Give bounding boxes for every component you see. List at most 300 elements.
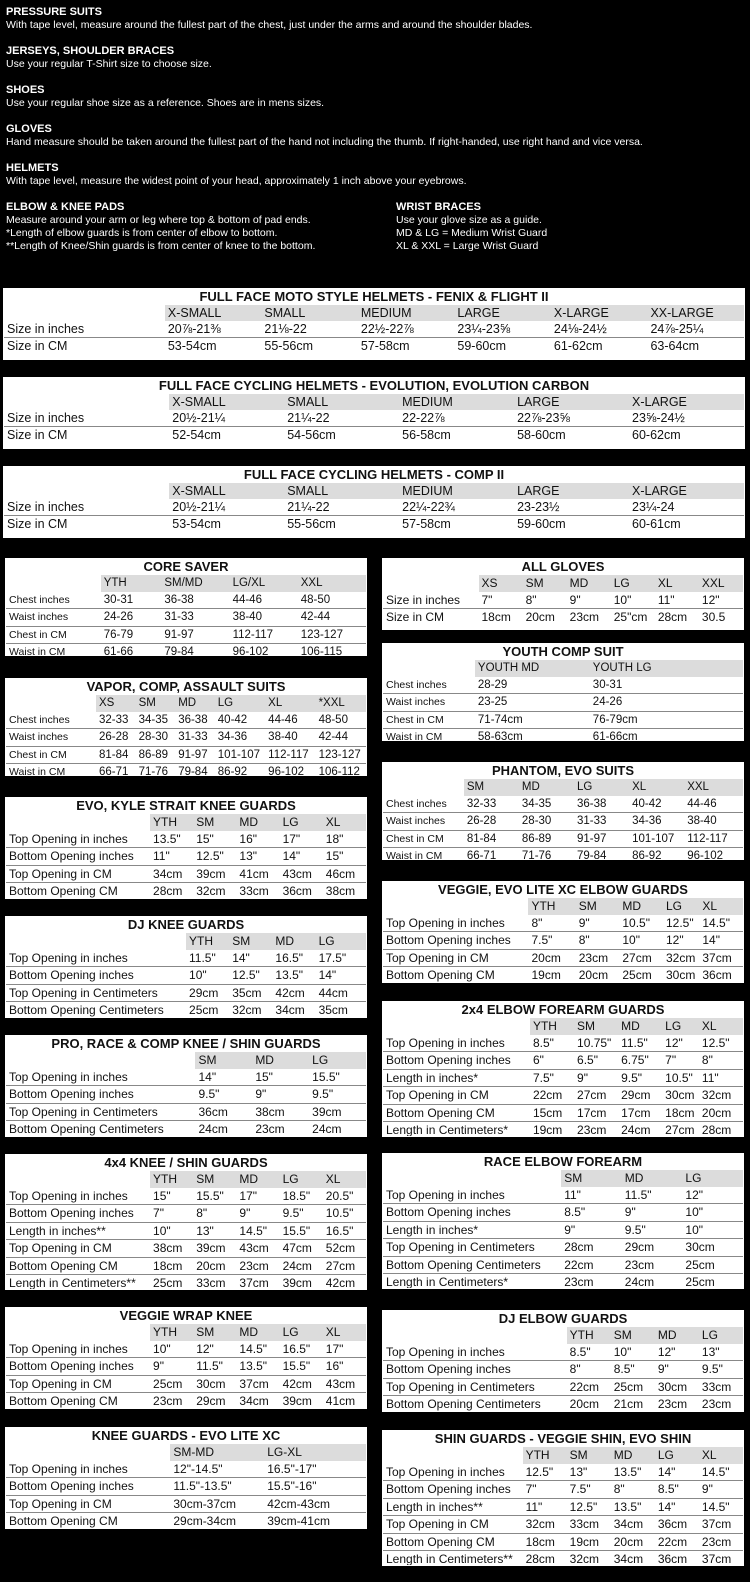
table-cell: 30-31: [103, 593, 134, 606]
table-cell: 32cm: [523, 1516, 567, 1534]
fenix-size-table: [3, 288, 745, 360]
table-cell: 36-38: [178, 713, 208, 726]
table-cell: 20cm: [611, 1533, 655, 1551]
table-cell: 22¼-22¾: [402, 500, 455, 514]
size-column-header: SM-MD: [170, 1444, 264, 1461]
table-cell: 28-30: [519, 813, 574, 831]
table-cell: 36cm: [655, 1516, 699, 1534]
size-column-header: MEDIUM: [358, 305, 455, 321]
table-row: [6, 1513, 366, 1530]
table-cell: 23¼-24: [632, 500, 675, 514]
column-header-row: [6, 1171, 366, 1188]
table-cell: 96-102: [684, 848, 743, 861]
header-blank-cell: [383, 575, 479, 592]
table-cell: 11": [523, 1498, 567, 1516]
row-label: Top Opening in inches: [386, 1187, 505, 1202]
table-cell: 10": [619, 932, 663, 950]
table-cell: 32-33: [99, 713, 129, 726]
table-cell: 8.5": [611, 1361, 655, 1379]
table-row: [6, 644, 366, 657]
row-label: Top Opening in CM: [6, 1495, 170, 1513]
table-cell: 10.5": [622, 915, 650, 930]
table-row: [383, 949, 743, 967]
table-cell: 23cm: [576, 949, 620, 967]
table-cell: 12.5": [665, 915, 694, 930]
table-cell: 16": [239, 831, 257, 846]
table-cell: 31-33: [574, 813, 629, 831]
table-cell: 24⅞-25¼: [650, 322, 704, 336]
table-cell: 53-54cm: [169, 516, 284, 533]
table-cell: 12.5": [567, 1498, 611, 1516]
table-cell: 13.5": [613, 1464, 642, 1479]
table-cell: 27cm: [574, 1087, 618, 1105]
table-row: [383, 1239, 743, 1257]
table-cell: 79-84: [161, 644, 229, 657]
sizing-instructions: [6, 6, 746, 266]
row-label: Length in Centimeters**: [383, 1551, 523, 1567]
size-column-header: YTH: [530, 1018, 574, 1035]
table-row: [383, 932, 743, 950]
table-cell: 59-60cm: [514, 516, 629, 533]
size-column-header: MD: [618, 1018, 662, 1035]
size-column-header: XL: [265, 695, 315, 712]
table-cell: 11.5": [193, 1358, 236, 1376]
youthcomp-size-table: [382, 643, 744, 741]
row-label: Bottom Opening Centimeters: [6, 1002, 186, 1019]
table-cell: 15": [196, 831, 214, 846]
size-column-header: LG: [574, 779, 629, 796]
header-blank-cell: [6, 695, 96, 712]
table-cell: 17cm: [574, 1104, 618, 1122]
table-cell: 43cm: [323, 1375, 366, 1393]
table-cell: 16": [323, 1358, 366, 1376]
size-column-header: LARGE: [514, 394, 629, 410]
table-row: [6, 1222, 366, 1240]
header-blank-cell: [383, 1018, 530, 1035]
header-blank-cell: [6, 1171, 150, 1188]
size-column-header: LG: [215, 695, 265, 712]
table-cell: 38-40: [265, 729, 315, 747]
table-title: SHIN GUARDS - VEGGIE SHIN, EVO SHIN: [434, 1431, 692, 1446]
header-blank-cell: [6, 1324, 150, 1341]
table-row: [6, 1495, 366, 1513]
table-row: [383, 1344, 743, 1361]
table-cell: 16.5"-17": [267, 1461, 317, 1476]
table-cell: 11.5": [624, 1187, 652, 1202]
row-label: Waist inches: [6, 609, 101, 627]
table-row: [383, 1187, 743, 1204]
row-label: Size in CM: [4, 338, 165, 355]
table-cell: 7": [662, 1052, 699, 1070]
section-text: Use your regular T-Shirt size to choose size.: [6, 58, 212, 70]
row-label: Bottom Opening CM: [6, 1257, 150, 1275]
size-column-header: YTH: [528, 898, 575, 915]
size-column-header: X-LARGE: [551, 305, 648, 321]
table-cell: 39cm: [280, 1393, 323, 1410]
table-cell: 24-26: [590, 694, 743, 712]
table-cell: 13": [236, 848, 279, 866]
table-cell: 15.5": [280, 1358, 323, 1376]
size-column-header: SM/MD: [161, 575, 229, 592]
size-column-header: MEDIUM: [399, 483, 514, 499]
djknee-size-table: [5, 916, 367, 1018]
section-title: WRIST BRACES: [396, 201, 481, 213]
table-cell: 8.5": [655, 1481, 699, 1499]
table-cell: 96-102: [230, 644, 298, 657]
size-column-header: LG: [699, 1327, 743, 1344]
column-header-row: [4, 305, 744, 321]
table-cell: 12": [657, 1344, 676, 1359]
column-header-row: [6, 1052, 366, 1069]
pads-wrist-row: [6, 201, 746, 266]
column-header-row: [6, 575, 366, 592]
size-column-header: LG: [682, 1170, 743, 1187]
table-cell: 25cm: [150, 1375, 193, 1393]
table-cell: 31-33: [161, 609, 229, 627]
size-column-header: LG: [280, 814, 323, 831]
table-cell: 13": [569, 1464, 588, 1479]
row-label: Length in inches*: [383, 1221, 561, 1239]
table-cell: 60-61cm: [629, 516, 744, 533]
table-cell: 9": [252, 1086, 309, 1104]
section-text: Use your regular shoe size as a reference. Shoes are in mens sizes.: [6, 97, 325, 109]
row-label: Length in inches**: [6, 1222, 150, 1240]
size-column-header: LG/XL: [230, 575, 298, 592]
size-column-header: MD: [272, 933, 315, 950]
row-label: Bottom Opening inches: [383, 1481, 523, 1499]
table-cell: 37cm: [699, 949, 743, 967]
size-column-header: LG: [280, 1324, 323, 1341]
size-column-header: X-SMALL: [165, 305, 262, 321]
table-row: [383, 1396, 743, 1413]
table-cell: 23-25: [475, 694, 590, 712]
table-cell: 41cm: [236, 865, 279, 883]
section-title: GLOVES: [6, 123, 52, 135]
table-cell: 58-63cm: [475, 729, 590, 742]
table-cell: 34cm: [272, 1002, 315, 1019]
table-cell: 24cm: [195, 1121, 252, 1138]
table-cell: 28-29: [477, 678, 508, 691]
elbow-knee-pads-section: [6, 201, 396, 253]
table-cell: 91-97: [175, 746, 215, 764]
table-cell: 52-54cm: [169, 427, 284, 444]
size-column-header: MD: [519, 779, 574, 796]
table-cell: 20cm: [523, 609, 567, 626]
row-label: Size in CM: [4, 516, 169, 533]
table-cell: 18cm: [662, 1104, 699, 1122]
table-cell: 34-36: [629, 813, 684, 831]
table-cell: 10.75": [577, 1035, 612, 1050]
table-cell: 24cm: [309, 1121, 366, 1138]
table-title: PRO, RACE & COMP KNEE / SHIN GUARDS: [51, 1036, 321, 1051]
table-cell: 12": [685, 1187, 703, 1202]
table-row: [6, 1478, 366, 1496]
row-label: Bottom Opening Centimeters: [383, 1256, 561, 1274]
row-label: Waist inches: [6, 729, 96, 747]
size-column-header: LARGE: [514, 483, 629, 499]
table-cell: 9": [150, 1358, 193, 1376]
table-cell: 28cm: [699, 1122, 743, 1138]
table-cell: 36cm: [699, 967, 743, 984]
table-row: [6, 1358, 366, 1376]
size-column-header: SM: [229, 933, 272, 950]
table-cell: 15cm: [530, 1104, 574, 1122]
table-cell: 14.5": [699, 1498, 743, 1516]
size-column-header: LG: [309, 1052, 366, 1069]
size-column-header: YOUTH MD: [475, 660, 590, 677]
row-label: Bottom Opening CM: [383, 967, 528, 984]
table-cell: 24-26: [101, 609, 162, 627]
table-title: PHANTOM, EVO SUITS: [491, 763, 635, 778]
table-cell: 8": [525, 592, 537, 607]
table-cell: 59-60cm: [454, 338, 551, 355]
section-text: **Length of Knee/Shin guards is from center of knee to the bottom.: [6, 240, 316, 252]
section-text: Measure around your arm or leg where top & bottom of pad ends.: [6, 214, 311, 226]
table-row: [6, 729, 366, 747]
size-column-header: SMALL: [284, 394, 399, 410]
row-label: Top Opening in inches: [9, 831, 128, 846]
table-cell: 29cm-34cm: [170, 1513, 264, 1530]
row-label: Size in inches: [7, 322, 85, 336]
table-row: [383, 1533, 743, 1551]
table-row: [6, 1341, 366, 1358]
row-label: Top Opening in Centimeters: [383, 1239, 561, 1257]
section-title: ELBOW & KNEE PADS: [6, 201, 125, 213]
row-label: Bottom Opening inches: [383, 1204, 561, 1222]
table-cell: 23cm: [699, 1533, 743, 1551]
table-cell: 31-33: [175, 729, 215, 747]
table-cell: 15.5": [280, 1222, 323, 1240]
row-label: Size in CM: [4, 427, 169, 444]
size-column-header: YTH: [101, 575, 162, 592]
table-cell: 10.5": [662, 1069, 699, 1087]
table-cell: 23cm: [252, 1121, 309, 1138]
table-cell: 9": [574, 1069, 618, 1087]
table-cell: 12": [196, 1341, 214, 1356]
table-cell: 33cm: [193, 1275, 236, 1291]
size-column-header: SM: [523, 575, 567, 592]
row-label: Bottom Opening CM: [383, 1104, 530, 1122]
table-cell: 23cm: [574, 1122, 618, 1138]
table-row: [4, 499, 744, 516]
table-cell: 30cm: [682, 1239, 743, 1257]
section-text: With tape level, measure the widest point of your head, approximately 1 inch above your eyebrows.: [6, 175, 467, 187]
veggiewrap-size-table: [5, 1307, 367, 1409]
table-cell: 44-46: [268, 713, 298, 726]
table-cell: 24cm: [622, 1274, 683, 1290]
table-cell: 16.5": [282, 1341, 311, 1356]
header-blank-cell: [383, 898, 528, 915]
table-cell: 9": [561, 1221, 622, 1239]
table-cell: 11": [150, 848, 193, 866]
table-cell: 9.5": [622, 1221, 683, 1239]
size-column-header: MD: [619, 898, 663, 915]
size-column-header: LG: [280, 1171, 323, 1188]
table-title: RACE ELBOW FOREARM: [483, 1154, 643, 1169]
row-label: Bottom Opening CM: [6, 1393, 150, 1410]
section-title: HELMETS: [6, 162, 59, 174]
row-label: Chest inches: [386, 797, 447, 810]
table-cell: 28cm: [655, 609, 699, 626]
size-column-header: YOUTH LG: [590, 660, 743, 677]
size-column-header: X-SMALL: [169, 483, 284, 499]
row-label: Bottom Opening inches: [383, 1361, 567, 1379]
header-blank-cell: [6, 575, 101, 592]
table-cell: 13.5": [153, 831, 181, 846]
table-cell: 39cm: [280, 1275, 323, 1291]
table-cell: 23cm: [567, 609, 611, 626]
row-label: Waist in CM: [6, 644, 101, 657]
row-label: Top Opening in CM: [6, 1240, 150, 1258]
row-label: Top Opening in inches: [386, 1035, 505, 1050]
table-row: [383, 729, 743, 742]
table-cell: 12.5": [229, 967, 272, 985]
table-cell: 112-117: [684, 830, 743, 848]
table-cell: 10": [186, 967, 229, 985]
column-header-row: [383, 1327, 743, 1344]
table-row: [6, 626, 366, 644]
table-cell: 58-60cm: [514, 427, 629, 444]
table-cell: 48-50: [318, 713, 348, 726]
header-blank-cell: [383, 1327, 567, 1344]
row-label: Bottom Opening CM: [383, 1533, 523, 1551]
table-title: YOUTH COMP SUIT: [502, 644, 624, 659]
header-blank-cell: [6, 1052, 195, 1069]
row-label: Length in inches*: [383, 1069, 530, 1087]
table-cell: 34-35: [138, 713, 169, 726]
section-text: XL & XXL = Large Wrist Guard: [396, 240, 539, 252]
table-row: [6, 1002, 366, 1019]
table-title: FULL FACE CYCLING HELMETS - COMP II: [243, 467, 505, 482]
evolitexc-size-table: [5, 1427, 367, 1529]
table-cell: 15": [323, 848, 366, 866]
table-row: [6, 1461, 366, 1478]
table-row: [4, 338, 744, 355]
section-text: *Length of elbow guards is from center of elbow to bottom.: [6, 227, 278, 239]
table-cell: 61-62cm: [551, 338, 648, 355]
table-cell: 96-102: [265, 764, 315, 777]
table-row: [6, 1257, 366, 1275]
size-column-header: XS: [479, 575, 523, 592]
table-cell: 71-76: [519, 848, 574, 861]
size-column-header: MD: [622, 1170, 683, 1187]
table-cell: 12.5": [193, 848, 236, 866]
table-cell: 18.5": [282, 1188, 311, 1203]
size-column-header: XXL: [699, 575, 743, 592]
table-cell: 18cm: [523, 1533, 567, 1551]
table-cell: 53-54cm: [165, 338, 262, 355]
column-header-row: [383, 575, 743, 592]
column-header-row: [383, 1018, 743, 1035]
table-cell: 36cm: [655, 1551, 699, 1567]
table-cell: 25cm: [611, 1378, 655, 1396]
table-cell: 48-50: [300, 593, 331, 606]
table-row: [6, 1188, 366, 1205]
table-cell: 8": [531, 915, 543, 930]
table-row: [383, 1122, 743, 1138]
table-row: [383, 1361, 743, 1379]
table-cell: 86-89: [136, 746, 176, 764]
table-title: FULL FACE CYCLING HELMETS - EVOLUTION, EVOLUTION CARBON: [158, 378, 590, 393]
table-cell: 47cm: [280, 1240, 323, 1258]
size-column-header: X-LARGE: [629, 394, 744, 410]
veggieelbow-size-table: [382, 881, 744, 983]
table-cell: 123-127: [298, 626, 366, 644]
table-cell: 8.5": [532, 1035, 554, 1050]
table-cell: 6.75": [618, 1052, 662, 1070]
section-title: PRESSURE SUITS: [6, 6, 102, 18]
row-label: Top Opening in CM: [383, 1516, 523, 1534]
row-label: Bottom Opening inches: [6, 1086, 195, 1104]
table-cell: 32cm: [663, 949, 699, 967]
table-cell: 57-58cm: [358, 338, 455, 355]
table-cell: 43cm: [236, 1240, 279, 1258]
table-cell: 79-84: [175, 764, 215, 777]
table-cell: 23cm: [561, 1274, 622, 1290]
phantom-size-table: [382, 762, 744, 860]
table-cell: 7.5": [567, 1481, 611, 1499]
table-cell: 23cm: [150, 1393, 193, 1410]
table-cell: 14": [655, 1498, 699, 1516]
table-cell: 7": [150, 1205, 193, 1223]
column-header-row: [6, 933, 366, 950]
table-cell: 20cm: [193, 1257, 236, 1275]
table-row: [383, 1087, 743, 1105]
size-column-header: SM: [193, 1324, 236, 1341]
table-title: KNEE GUARDS - EVO LITE XC: [91, 1428, 281, 1443]
table-cell: 42cm-43cm: [264, 1495, 366, 1513]
table-cell: 66-71: [464, 848, 519, 861]
table-row: [6, 764, 366, 777]
table-cell: 13.5": [236, 1358, 279, 1376]
table-cell: 30-31: [592, 678, 623, 691]
table-row: [383, 848, 743, 861]
size-column-header: X-LARGE: [629, 483, 744, 499]
table-row: [383, 1035, 743, 1052]
table-cell: 112-117: [265, 746, 315, 764]
table-cell: 42cm: [272, 984, 315, 1002]
column-header-row: [383, 898, 743, 915]
table-cell: 23cm: [236, 1257, 279, 1275]
row-label: Bottom Opening CM: [6, 883, 150, 900]
table-cell: 91-97: [161, 626, 229, 644]
size-column-header: X-SMALL: [169, 394, 284, 410]
size-column-header: YTH: [567, 1327, 611, 1344]
header-blank-cell: [4, 483, 169, 499]
row-label: Length in Centimeters*: [383, 1122, 530, 1138]
table-cell: 14": [198, 1069, 217, 1084]
pressure-suits-section: [6, 6, 746, 32]
size-column-header: SM: [464, 779, 519, 796]
table-row: [383, 1551, 743, 1567]
table-row: [6, 865, 366, 883]
table-cell: 10": [682, 1204, 743, 1222]
row-label: Top Opening in inches: [9, 1341, 128, 1356]
table-cell: 20cm: [528, 949, 575, 967]
table-cell: 22cm: [561, 1256, 622, 1274]
table-title: 2x4 ELBOW FOREARM GUARDS: [461, 1002, 665, 1017]
comp2-size-table: [3, 466, 745, 538]
djelbow-size-table: [382, 1310, 744, 1412]
table-cell: 76-79: [101, 626, 162, 644]
row-label: Waist in CM: [383, 729, 475, 742]
table-cell: 24⅛-24½: [553, 322, 607, 336]
table-cell: 8": [567, 1361, 611, 1379]
table-cell: 28cm: [523, 1551, 567, 1567]
section-text: With tape level, measure around the fullest part of the chest, just under the arms and around the shoulder blades.: [6, 19, 533, 31]
table-cell: 17": [325, 1341, 344, 1356]
row-label: Top Opening in inches: [386, 915, 505, 930]
